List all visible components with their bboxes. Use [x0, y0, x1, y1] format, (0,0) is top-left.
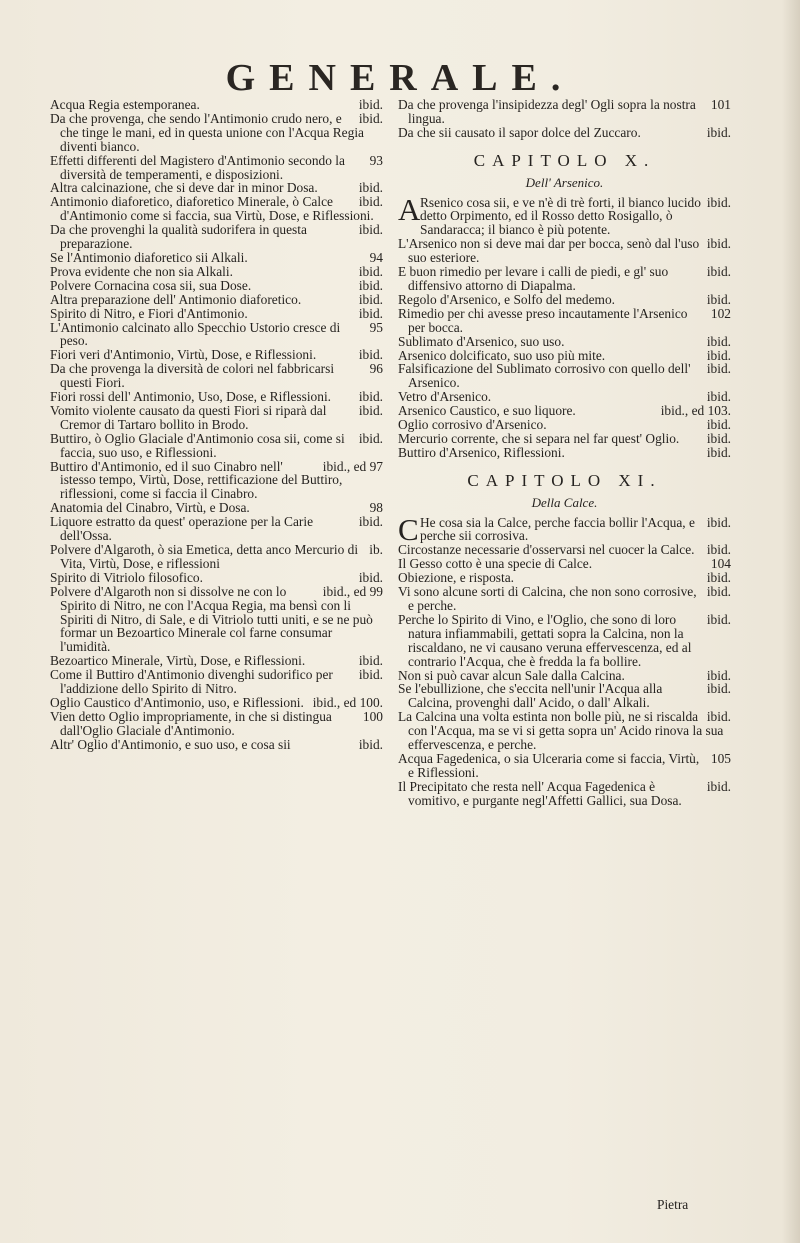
page-reference: ibid., ed 97: [322, 458, 383, 474]
entry-text: Antimonio diaforetico, diaforetico Minerale, ò Calce d'Antimonio come si faccia, sua Virtù, Dose, e Riflessioni.: [50, 194, 374, 224]
entry-text: Prova evidente che non sia Alkali.: [50, 263, 233, 279]
page-reference: ibid.: [358, 514, 383, 530]
index-entry: [398, 362, 731, 390]
index-entry: [398, 191, 731, 238]
page-reference: ibid.: [358, 667, 383, 683]
index-entry: [398, 432, 731, 446]
right-column: [398, 98, 731, 808]
page-reference: 94: [369, 249, 383, 265]
index-entry: [398, 98, 731, 126]
page-reference: ibid.: [706, 361, 731, 377]
page-reference: ibid.: [706, 570, 731, 586]
entry-text: Altra preparazione dell' Antimonio diaforetico.: [50, 291, 302, 307]
index-entry: [50, 181, 383, 195]
page-reference: ibid.: [358, 736, 383, 752]
page-reference: ibid.: [358, 222, 383, 238]
index-entry: [398, 669, 731, 683]
entry-text: Polvere d'Algaroth, ò sia Emetica, detta anco Mercurio di Vita, Virtù, Dose, e riflessioni: [50, 542, 359, 571]
page-reference: ibid.: [358, 430, 383, 446]
entry-text: Obiezione, e risposta.: [398, 570, 515, 586]
index-entry: [398, 237, 731, 265]
entry-text: Arsenico Caustico, e suo liquore.: [398, 403, 576, 419]
index-entry: [50, 279, 383, 293]
entry-text: Buttiro d'Arsenico, Riflessioni.: [398, 444, 565, 460]
entry-text: Vien detto Oglio impropriamente, in che si distingua dall'Oglio Glaciale d'Antimonio.: [50, 708, 332, 738]
page-reference: 105: [710, 750, 731, 766]
entry-text: Falsificazione del Sublimato corrosivo con quello dell' Arsenico.: [398, 361, 691, 391]
page-reference: ibid.: [358, 389, 383, 405]
drop-capital: C: [398, 511, 419, 547]
entry-text: Fiori rossi dell' Antimonio, Uso, Dose, e Riflessioni.: [50, 389, 332, 405]
entry-text: Polvere Cornacina cosa sii, sua Dose.: [50, 277, 252, 293]
index-entry: [398, 780, 731, 808]
catchword: Pietra: [657, 1197, 689, 1212]
page-reference: ib.: [369, 542, 383, 557]
index-entry: [50, 696, 383, 710]
entry-text: Oglio corrosivo d'Arsenico.: [398, 417, 547, 433]
running-header: GENERALE.: [225, 57, 575, 99]
index-entry: [50, 293, 383, 307]
page-reference: ibid.: [358, 402, 383, 418]
entry-text: Rsenico cosa sii, e ve n'è di trè forti, il bianco lucido detto Orpimento, ed il Rosso detto Rosigallo, ò Sandaracca; il bianco è più potente.: [420, 194, 701, 238]
entry-text: Effetti differenti del Magistero d'Antimonio secondo la diversità de temperamenti, e disposizioni.: [50, 152, 345, 182]
entry-text: Mercurio corrente, che si separa nel far quest' Oglio.: [398, 430, 680, 446]
page-reference: ibid.: [358, 653, 383, 669]
entry-text: Bezoartico Minerale, Virtù, Dose, e Riflessioni.: [50, 653, 306, 669]
page-reference: 101: [710, 97, 731, 112]
chapter-11-title: CAPITOLO XI.: [467, 470, 662, 490]
index-entry: [398, 585, 731, 613]
entry-text: Da che provenga l'insipidezza degl' Ogli sopra la nostra lingua.: [398, 97, 696, 126]
index-entry: [50, 585, 383, 655]
index-entry: [50, 390, 383, 404]
page-reference: 95: [369, 319, 383, 335]
page-reference: ibid.: [358, 97, 383, 112]
entry-text: Altr' Oglio d'Antimonio, e suo uso, e cosa sii: [50, 736, 291, 752]
entry-text: Se l'Antimonio diaforetico sii Alkali.: [50, 249, 248, 265]
page-reference: ibid.: [706, 709, 731, 725]
page-reference: ibid.: [358, 110, 383, 126]
page-reference: ibid.: [706, 417, 731, 433]
page-reference: ibid.: [358, 194, 383, 210]
index-entry: [398, 710, 731, 752]
page-reference: ibid.: [358, 291, 383, 307]
entry-text: Vi sono alcune sorti di Calcina, che non sono corrosive, e perche.: [398, 584, 697, 613]
page-reference: ibid.: [706, 778, 731, 794]
index-entry: [50, 307, 383, 321]
entry-text: Buttiro, ò Oglio Glaciale d'Antimonio cosa sii, come si faccia, suo uso, e Riflessioni.: [50, 430, 345, 460]
index-entry: [50, 112, 383, 154]
page-reference: ibid.: [706, 389, 731, 405]
entry-text: Da che provenga la diversità de colori nel fabbricarsi questi Fiori.: [50, 361, 335, 391]
entry-text: Non si può cavar alcun Sale dalla Calcina.: [398, 667, 625, 683]
page-reference: ibid.: [706, 681, 731, 697]
index-entry: [50, 432, 383, 460]
index-entry: [50, 571, 383, 585]
index-entry: [398, 752, 731, 780]
index-entry: [398, 126, 731, 140]
page-reference: 104: [710, 556, 731, 572]
entry-text: Sublimato d'Arsenico, suo uso.: [398, 333, 565, 349]
index-entry: [50, 460, 383, 502]
index-entry: [50, 515, 383, 543]
page-reference: ibid., ed 100.: [312, 694, 383, 710]
entry-text: Spirito di Nitro, e Fiori d'Antimonio.: [50, 305, 248, 321]
entry-text: Acqua Fagedenica, o sia Ulceraria come si faccia, Virtù, e Riflessioni.: [398, 750, 700, 780]
page-reference: ibid., ed 99: [322, 583, 383, 599]
entry-text: Vetro d'Arsenico.: [398, 389, 492, 405]
page-reference: ibid.: [358, 180, 383, 196]
entry-text: Spirito di Vitriolo filosofico.: [50, 569, 203, 585]
index-entry: [398, 307, 731, 335]
page-reference: ibid.: [706, 291, 731, 307]
index-entry: [50, 710, 383, 738]
page-edge-shadow: [782, 0, 800, 1243]
page-reference: 93: [369, 152, 383, 168]
index-entry: [398, 265, 731, 293]
page-reference: 100: [362, 708, 383, 724]
page-reference: ibid., ed 103.: [660, 403, 731, 419]
chapter-10-title: CAPITOLO X.: [473, 150, 656, 170]
index-entry: [50, 195, 383, 223]
entry-text: L'Arsenico non si deve mai dar per bocca, senò dal l'uso suo esteriore.: [398, 236, 700, 266]
page-reference: ibid.: [706, 264, 731, 280]
index-entry: [398, 543, 731, 557]
entry-text: Regolo d'Arsenico, e Solfo del medemo.: [398, 291, 615, 307]
index-entry: [50, 543, 383, 571]
entry-text: Il Precipitato che resta nell' Acqua Fagedenica è vomitivo, e purgante negl'Affetti Gallici, sua Dosa.: [398, 778, 682, 808]
entry-text: Buttiro d'Antimonio, ed il suo Cinabro nell' istesso tempo, Virtù, Dose, rettificazione del Buttiro, riflessioni, come si faccia il Cinabro.: [50, 458, 343, 502]
entry-text: Se l'ebullizione, che s'eccita nell'unir l'Acqua alla Calcina, provenghi dall' Acido, o dall' Alkali.: [398, 681, 663, 711]
entry-text: La Calcina una volta estinta non bolle più, ne si riscalda con l'Acqua, ma se vi si getta sopra un' Acido rinova la sua effervescenza, e perche.: [398, 709, 724, 753]
entry-text: E buon rimedio per levare i calli de piedi, e gl' suo diffensivo attorno di Diapalma.: [398, 264, 669, 293]
right-column-top-entries: [398, 98, 731, 140]
index-entry: [50, 223, 383, 251]
index-entry: [50, 501, 383, 515]
page-reference: 98: [369, 500, 383, 516]
entry-text: Perche lo Spirito di Vino, e l'Oglio, che sono di loro natura infiammabili, gettati sopra la Calcina, non la riscaldano, ne vi causano veruna effervescenza, ed al contrario l'Acqua, che è fredda la fa bollire.: [398, 611, 692, 669]
entry-text: Vomito violente causato da questi Fiori si riparà dal Cremor di Tartaro bollito in Brodo.: [50, 402, 327, 432]
entry-text: Circostanze necessarie d'osservarsi nel cuocer la Calce.: [398, 542, 695, 558]
page-reference: ibid.: [706, 542, 731, 558]
index-entry: [50, 654, 383, 668]
index-entry: [50, 154, 383, 182]
entry-text: Da che provenghi la qualità sudorifera in questa preparazione.: [50, 222, 307, 252]
left-column: [50, 98, 383, 752]
chapter-10-subtitle: Dell' Arsenico.: [525, 174, 604, 190]
entry-text: Il Gesso cotto è una specie di Calce.: [398, 556, 593, 572]
page-reference: ibid.: [706, 584, 731, 600]
entry-text: Fiori veri d'Antimonio, Virtù, Dose, e Riflessioni.: [50, 347, 317, 363]
index-entry: [50, 738, 383, 752]
index-entry: [398, 404, 731, 418]
chapter-11-entries: [398, 511, 731, 808]
index-entry: [50, 668, 383, 696]
page-reference: ibid.: [706, 667, 731, 683]
page-reference: 102: [710, 305, 731, 321]
index-entry: [398, 349, 731, 363]
entry-text: Da che sii causato il sapor dolce del Zuccaro.: [398, 124, 641, 140]
entry-text: He cosa sia la Calce, perche faccia bollir l'Acqua, e perche sii corrosiva.: [420, 514, 695, 544]
chapter-10-entries: [398, 191, 731, 460]
chapter-11-subtitle: Della Calce.: [531, 494, 598, 510]
index-entry: [398, 571, 731, 585]
page-reference: ibid.: [358, 277, 383, 293]
drop-capital: A: [398, 191, 421, 227]
page-reference: ibid.: [706, 236, 731, 252]
index-entry: [50, 362, 383, 390]
entry-text: Come il Buttiro d'Antimonio divenghi sudorifico per l'addizione dello Spirito di Nitro.: [50, 667, 333, 697]
page-reference: ibid.: [358, 569, 383, 585]
page-reference: ibid.: [358, 347, 383, 363]
entry-text: Rimedio per chi avesse preso incautamente l'Arsenico per bocca.: [398, 305, 688, 335]
index-entry: [398, 557, 731, 571]
entry-text: Altra calcinazione, che si deve dar in minor Dosa.: [50, 180, 318, 196]
page-reference: ibid.: [706, 347, 731, 363]
index-entry: [398, 293, 731, 307]
index-entry: [50, 265, 383, 279]
page-reference: ibid.: [358, 263, 383, 279]
index-entry: [398, 613, 731, 669]
entry-text: Da che provenga, che sendo l'Antimonio crudo nero, e che tinge le mani, ed in questa unione con l'Acqua Regia diventi bianco.: [50, 110, 364, 154]
index-entry: [398, 418, 731, 432]
entry-text: Anatomia del Cinabro, Virtù, e Dosa.: [50, 500, 250, 516]
index-entry: [50, 251, 383, 265]
index-entry: [50, 321, 383, 349]
index-entry: [398, 682, 731, 710]
page-reference: ibid.: [358, 305, 383, 321]
index-entry: [398, 335, 731, 349]
index-entry: [398, 511, 731, 547]
page-reference: ibid.: [706, 430, 731, 446]
entry-text: Oglio Caustico d'Antimonio, uso, e Riflessioni.: [50, 694, 304, 710]
page-reference: 96: [369, 361, 383, 377]
index-entry: [398, 390, 731, 404]
entry-text: Liquore estratto da quest' operazione per la Carie dell'Ossa.: [50, 514, 314, 544]
page-reference: ibid.: [706, 611, 731, 627]
page-reference: ibid.: [706, 194, 731, 210]
page-reference: ibid.: [706, 124, 731, 140]
page-reference: ibid.: [706, 333, 731, 349]
entry-text: Arsenico dolcificato, suo uso più mite.: [398, 347, 606, 363]
page-reference: ibid.: [706, 444, 731, 460]
index-entry: [50, 98, 383, 112]
index-entry: [50, 404, 383, 432]
index-entry: [50, 348, 383, 362]
index-entry: [398, 446, 731, 460]
entry-text: L'Antimonio calcinato allo Specchio Ustorio cresce di peso.: [50, 319, 341, 349]
page-reference: ibid.: [706, 514, 731, 530]
entry-text: Acqua Regia estemporanea.: [50, 97, 200, 112]
entry-text: Polvere d'Algaroth non si dissolve ne con lo Spirito di Nitro, ne con l'Acqua Regia, ma bensì con li Spiriti di Nitro, di Sale, e di Vitriolo tutti uniti, e se ne può formar un Bezoartico Minerale col farne consumar l'umidità.: [50, 583, 373, 655]
